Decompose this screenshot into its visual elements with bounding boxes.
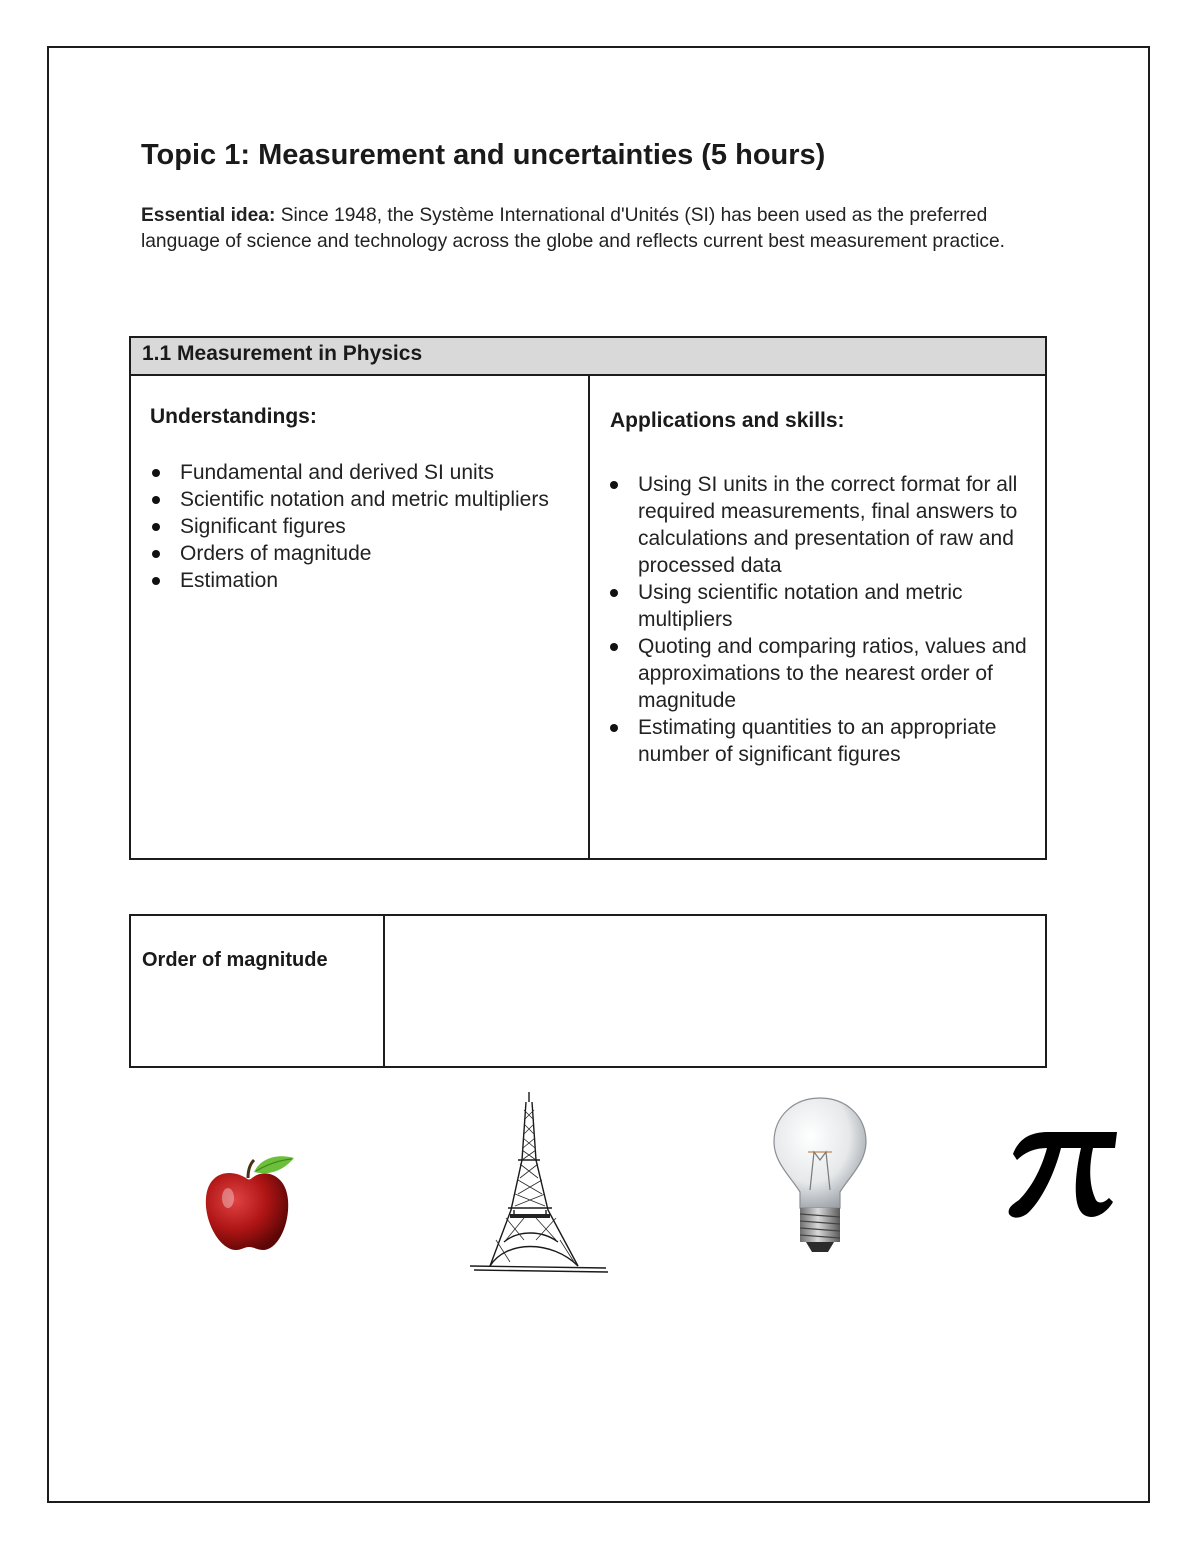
apple-image	[200, 1150, 300, 1256]
page-title: Topic 1: Measurement and uncertainties (5 hours)	[141, 139, 826, 171]
topic-table-header	[131, 338, 1045, 376]
list-item: Orders of magnitude	[151, 540, 571, 567]
column-divider	[588, 376, 590, 858]
list-item: Estimation	[151, 567, 571, 594]
applications-heading: Applications and skills:	[610, 409, 845, 432]
order-of-magnitude-answer-cell[interactable]	[387, 916, 1045, 1066]
order-of-magnitude-label: Order of magnitude	[142, 949, 328, 971]
pi-symbol-image	[1005, 1126, 1121, 1222]
section-title: 1.1 Measurement in Physics	[142, 342, 423, 365]
eiffel-tower-image	[466, 1090, 610, 1276]
list-item: Estimating quantities to an appropriate number of significant figures	[609, 714, 1029, 768]
list-item: Significant figures	[151, 513, 571, 540]
topic-table	[129, 336, 1047, 860]
understandings-list	[151, 459, 571, 594]
understandings-heading: Understandings:	[150, 405, 317, 428]
applications-list	[609, 471, 1029, 768]
list-item: Scientific notation and metric multipliers	[151, 486, 571, 513]
essential-idea	[141, 203, 1021, 255]
order-table-divider	[383, 916, 385, 1066]
list-item: Using scientific notation and metric multipliers	[609, 579, 1029, 633]
list-item: Fundamental and derived SI units	[151, 459, 571, 486]
list-item: Quoting and comparing ratios, values and approximations to the nearest order of magnitude	[609, 633, 1029, 714]
essential-idea-label: Essential idea:	[141, 205, 276, 226]
list-item: Using SI units in the correct format for all required measurements, final answers to calculations and presentation of raw and processed data	[609, 471, 1029, 579]
order-of-magnitude-table	[129, 914, 1047, 1068]
essential-idea-text: Since 1948, the Système International d'Unités (SI) has been used as the preferred language of science and technology across the globe and reflects current best measurement practice.	[141, 205, 1005, 252]
light-bulb-image	[770, 1096, 870, 1256]
